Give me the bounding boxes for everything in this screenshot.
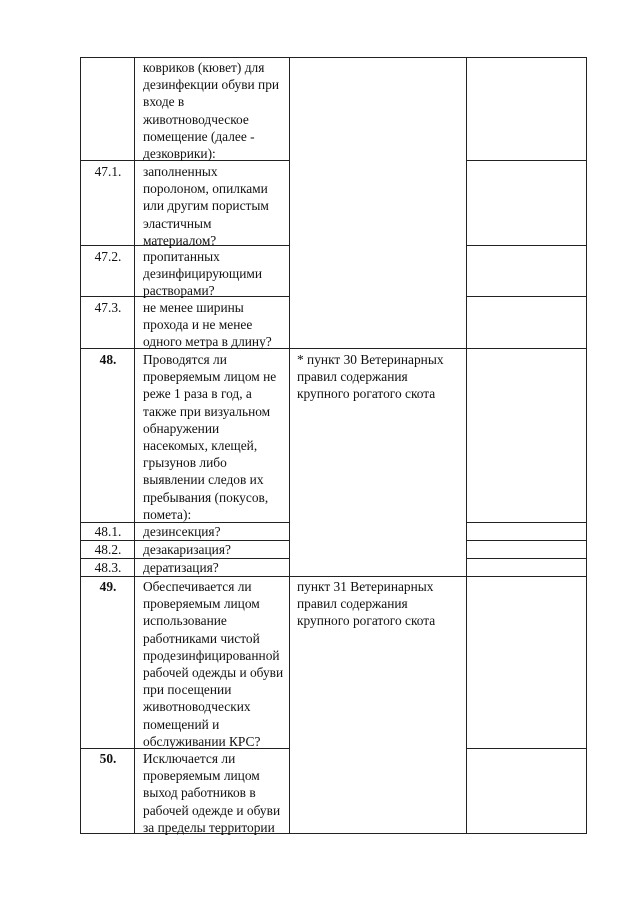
item-number: 49. [99, 579, 117, 594]
row-divider [466, 160, 587, 161]
column-divider-number [134, 57, 135, 834]
table-border-top [80, 57, 587, 58]
question-text: Исключается ли проверяемым лицом выход работников в рабочей одежде и обуви за пределы территории [143, 751, 281, 835]
column-divider-reference [466, 57, 467, 834]
item-number: 48.3. [94, 560, 122, 575]
question-text: Обеспечивается ли проверяемым лицом использование работниками чистой продезинфицированной рабочей одежды и обуви при посещении животноводческих помещений и обслуживании КРС? [143, 579, 284, 749]
question-text: дезакаризация? [143, 542, 231, 557]
row-divider [466, 245, 587, 246]
table-border-right [586, 57, 587, 834]
question-text: пропитанных дезинфицирующими растворами? [143, 249, 263, 299]
item-number: 50. [99, 751, 117, 766]
row-divider [466, 296, 587, 297]
column-divider-question [289, 57, 290, 834]
question-text: ковриков (кювет) для дезинфекции обуви при входе в животноводческое помещение (далее - дезковрики): [143, 60, 280, 162]
question-text: дезинсекция? [143, 524, 221, 539]
item-number: 48.2. [94, 542, 122, 557]
row-divider [466, 540, 587, 541]
question-text: не менее ширины прохода и не менее одного метра в длину? [143, 300, 272, 350]
item-number: 47.2. [94, 249, 122, 264]
table-border-left [80, 57, 81, 834]
row-divider [466, 558, 587, 559]
reference-text: * пункт 30 Ветеринарных правил содержания крупного рогатого скота [297, 352, 444, 402]
item-number: 48.1. [94, 524, 122, 539]
item-number: 47.3. [94, 300, 122, 315]
item-number: 47.1. [94, 164, 122, 179]
question-text: дератизация? [143, 560, 219, 575]
reference-text: пункт 31 Ветеринарных правил содержания крупного рогатого скота [297, 579, 436, 629]
question-text: Проводятся ли проверяемым лицом не реже 1 раза в год, а также при визуальном обнаружении насекомых, клещей, грызунов либо выявлении следов их пребывания (покусов, помета): [143, 352, 277, 522]
row-divider [466, 522, 587, 523]
item-number: 48. [99, 352, 117, 367]
question-text: заполненных поролоном, опилками или другим пористым эластичным материалом? [143, 164, 269, 248]
row-divider [466, 748, 587, 749]
